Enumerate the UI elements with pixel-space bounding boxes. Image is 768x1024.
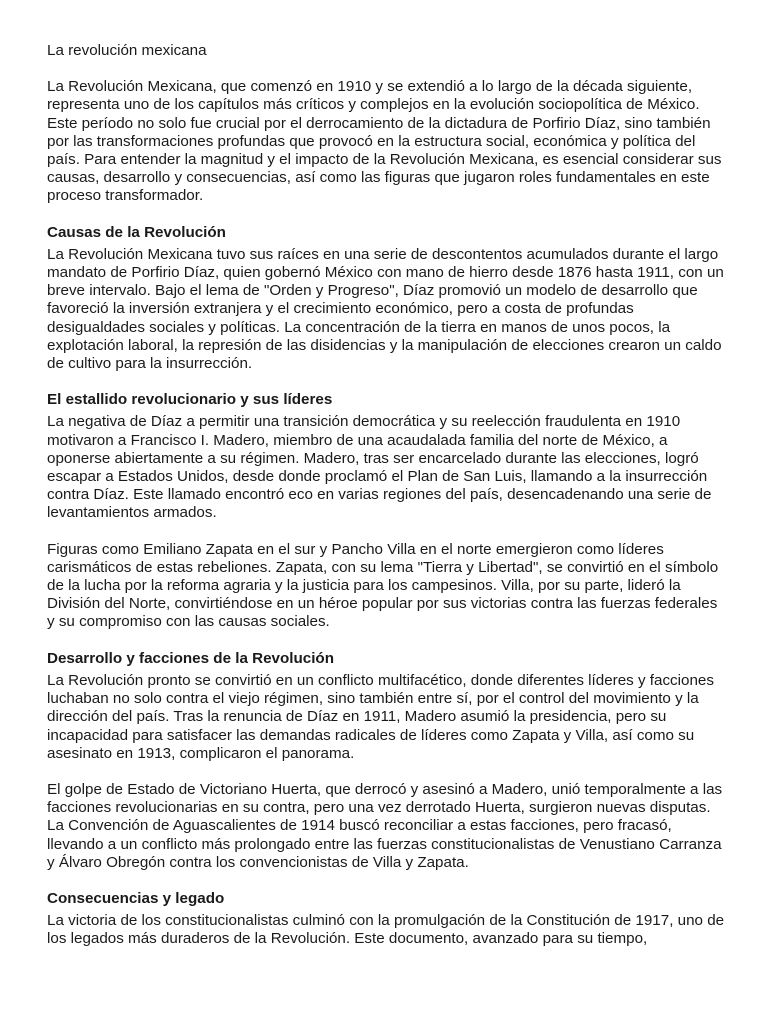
section-heading: El estallido revolucionario y sus líderes [47,391,333,409]
section-paragraph: La victoria de los constitucionalistas culminó con la promulgación de la Constitución de 1917, uno de los legados más duraderos de la Revolución. Este documento, avanzado para su tiempo, [47,912,725,948]
section-paragraph: La negativa de Díaz a permitir una transición democrática y su reelección fraudulenta en 1910 motivaron a Francisco I. Madero, miembro de una acaudalada familia del norte de México, a oponerse abiertamente a su régimen. Madero, tras ser encarcelado durante las elecciones, logró escapar a Estados Unidos, desde donde proclamó el Plan de San Luis, llamando a la insurrección contra Díaz. Este llamado encontró eco en varias regiones del país, desencadenando una serie de levantamientos armados. [47,413,712,522]
section-estallido [47,391,727,631]
document-title: La revolución mexicana [47,42,207,59]
section-paragraph: La Revolución Mexicana tuvo sus raíces en una serie de descontentos acumulados durante el largo mandato de Porfirio Díaz, quien gobernó México con mano de hierro desde 1876 hasta 1911, con un breve intervalo. Bajo el lema de "Orden y Progreso", Díaz promovió un modelo de desarrollo que favoreció la inversión extranjera y el crecimiento económico, pero a costa de profundas desigualdades sociales y políticas. La concentración de la tierra en manos de unos pocos, la explotación laboral, la represión de las disidencias y la manipulación de elecciones crearon un caldo de cultivo para la insurrección. [47,245,724,373]
section-heading: Consecuencias y legado [47,889,225,907]
section-consecuencias [47,890,727,949]
intro-paragraph: La Revolución Mexicana, que comenzó en 1910 y se extendió a lo largo de la década siguiente, representa uno de los capítulos más críticos y complejos en la evolución sociopolítica de México. Este período no solo fue crucial por el derrocamiento de la dictadura de Porfirio Díaz, sino también por las transformaciones profundas que provocó en la estructura social, económica y política del país. Para entender la magnitud y el impacto de la Revolución Mexicana, es esencial considerar sus causas, desarrollo y consecuencias, así como las figuras que jugaron roles fundamentales en este proceso transformador. [47,78,722,205]
section-desarrollo [47,650,727,872]
section-paragraph: La Revolución pronto se convirtió en un conflicto multifacético, donde diferentes líderes y facciones luchaban no solo contra el viejo régimen, sino también entre sí, por el control del movimiento y la dirección del país. Tras la renuncia de Díaz en 1911, Madero asumió la presidencia, pero su incapacidad para satisfacer las demandas radicales de líderes como Zapata y Villa, así como su asesinato en 1913, complicaron el panorama. [47,671,714,762]
section-paragraph: Figuras como Emiliano Zapata en el sur y Pancho Villa en el norte emergieron como líderes carismáticos de estas rebeliones. Zapata, con su lema "Tierra y Libertad", se convirtió en el símbolo de la lucha por la reforma agraria y la justicia para los campesinos. Villa, por su parte, lideró la División del Norte, convirtiéndose en un héroe popular por sus victorias contra las fuerzas federales y su compromiso con las causas sociales. [47,540,719,631]
section-paragraph: El golpe de Estado de Victoriano Huerta, que derrocó y asesinó a Madero, unió temporalmente a las facciones revolucionarias en su contra, pero una vez derrotado Huerta, surgieron nuevas disputas. La Convención de Aguascalientes de 1914 buscó reconciliar a estas facciones, pero fracasó, llevando a un conflicto más prolongado entre las fuerzas constitucionalistas de Venustiano Carranza y Álvaro Obregón contra los convencionistas de Villa y Zapata. [47,780,723,871]
section-heading: Causas de la Revolución [47,223,226,241]
section-heading: Desarrollo y facciones de la Revolución [47,649,334,667]
section-causas [47,224,727,374]
document-page [47,42,727,967]
